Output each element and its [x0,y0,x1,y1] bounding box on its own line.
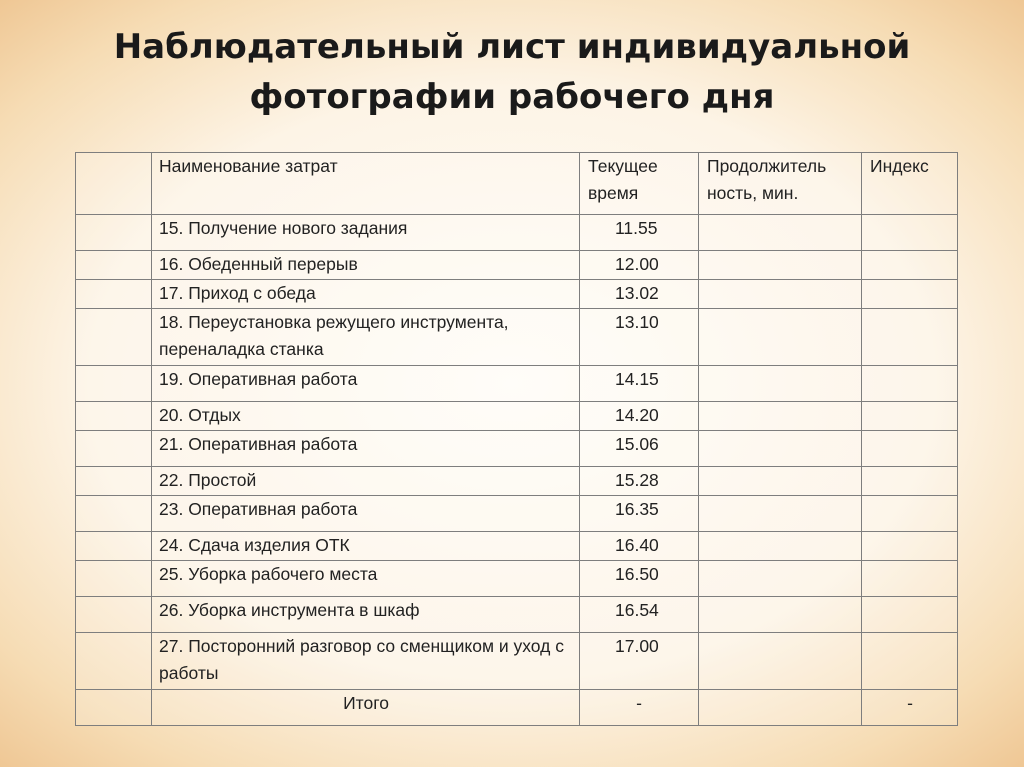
row-time-cell: 15.06 [580,431,699,467]
row-duration-cell [699,251,862,280]
row-duration-cell [699,561,862,597]
row-index-cell [862,561,958,597]
row-time-cell: 14.20 [580,402,699,431]
header-duration-cell [699,153,862,215]
row-number-cell [76,532,152,561]
header-duration-label-line-1: Продолжитель [707,156,827,176]
row-time-cell: 13.10 [580,309,699,366]
row-number-cell [76,467,152,496]
header-time-cell [580,153,699,215]
row-number-cell [76,633,152,690]
row-time-cell: 16.40 [580,532,699,561]
row-number-cell [76,215,152,251]
row-number-cell [76,496,152,532]
header-index-cell [862,153,958,215]
row-index-cell [862,309,958,366]
total-row [76,690,958,726]
row-duration-cell [699,280,862,309]
row-name-cell: 27. Посторонний разговор со сменщиком и уход с работы [152,633,580,690]
table-row [76,467,958,496]
row-name-cell: 18. Переустановка режущего инструмента, переналадка станка [152,309,580,366]
total-time-cell: - [580,690,699,726]
slide-title-line-1: Наблюдательный лист индивидуальной [113,27,911,67]
table-row [76,431,958,467]
row-duration-cell [699,366,862,402]
header-time-label-line-2: время [588,183,639,203]
header-row [76,153,958,215]
table-row [76,251,958,280]
row-index-cell [862,402,958,431]
total-index-cell: - [862,690,958,726]
total-number-cell [76,690,152,726]
row-time-cell: 13.02 [580,280,699,309]
slide-title [0,22,1024,122]
row-index-cell [862,496,958,532]
header-time-label-line-1: Текущее [588,156,658,176]
row-duration-cell [699,402,862,431]
row-name-cell: 16. Обеденный перерыв [152,251,580,280]
row-time-cell: 16.50 [580,561,699,597]
row-duration-cell [699,496,862,532]
row-name-cell: 15. Получение нового задания [152,215,580,251]
table-row [76,215,958,251]
header-name-label: Наименование затрат [159,156,338,176]
row-name-cell: 23. Оперативная работа [152,496,580,532]
row-duration-cell [699,215,862,251]
row-index-cell [862,633,958,690]
row-number-cell [76,431,152,467]
table-row [76,561,958,597]
row-index-cell [862,366,958,402]
row-time-cell: 14.15 [580,366,699,402]
header-duration-label-line-2: ность, мин. [707,183,799,203]
slide-title-line-2: фотографии рабочего дня [249,77,775,117]
row-time-cell: 11.55 [580,215,699,251]
row-number-cell [76,597,152,633]
row-time-cell: 15.28 [580,467,699,496]
row-name-cell: 26. Уборка инструмента в шкаф [152,597,580,633]
row-time-cell: 12.00 [580,251,699,280]
table-row [76,633,958,690]
row-number-cell [76,402,152,431]
table-row [76,597,958,633]
row-time-cell: 16.54 [580,597,699,633]
row-index-cell [862,467,958,496]
table-row [76,532,958,561]
header-number-cell [76,153,152,215]
row-name-cell: 17. Приход с обеда [152,280,580,309]
table-row [76,366,958,402]
observation-sheet-table [75,152,958,726]
row-index-cell [862,215,958,251]
total-duration-cell [699,690,862,726]
row-index-cell [862,280,958,309]
table-row [76,309,958,366]
total-label-cell: Итого [152,690,580,726]
table-row [76,496,958,532]
row-number-cell [76,561,152,597]
row-index-cell [862,597,958,633]
row-index-cell [862,251,958,280]
table-row [76,280,958,309]
row-duration-cell [699,532,862,561]
row-index-cell [862,431,958,467]
row-name-cell: 19. Оперативная работа [152,366,580,402]
header-index-label: Индекс [870,156,929,176]
row-duration-cell [699,633,862,690]
table-row [76,402,958,431]
row-index-cell [862,532,958,561]
row-duration-cell [699,431,862,467]
row-duration-cell [699,309,862,366]
row-name-cell: 24. Сдача изделия ОТК [152,532,580,561]
row-duration-cell [699,597,862,633]
header-name-cell [152,153,580,215]
row-name-cell: 25. Уборка рабочего места [152,561,580,597]
row-name-cell: 21. Оперативная работа [152,431,580,467]
row-number-cell [76,366,152,402]
row-time-cell: 17.00 [580,633,699,690]
row-number-cell [76,280,152,309]
row-name-cell: 20. Отдых [152,402,580,431]
row-number-cell [76,251,152,280]
row-name-cell: 22. Простой [152,467,580,496]
row-duration-cell [699,467,862,496]
row-number-cell [76,309,152,366]
row-time-cell: 16.35 [580,496,699,532]
